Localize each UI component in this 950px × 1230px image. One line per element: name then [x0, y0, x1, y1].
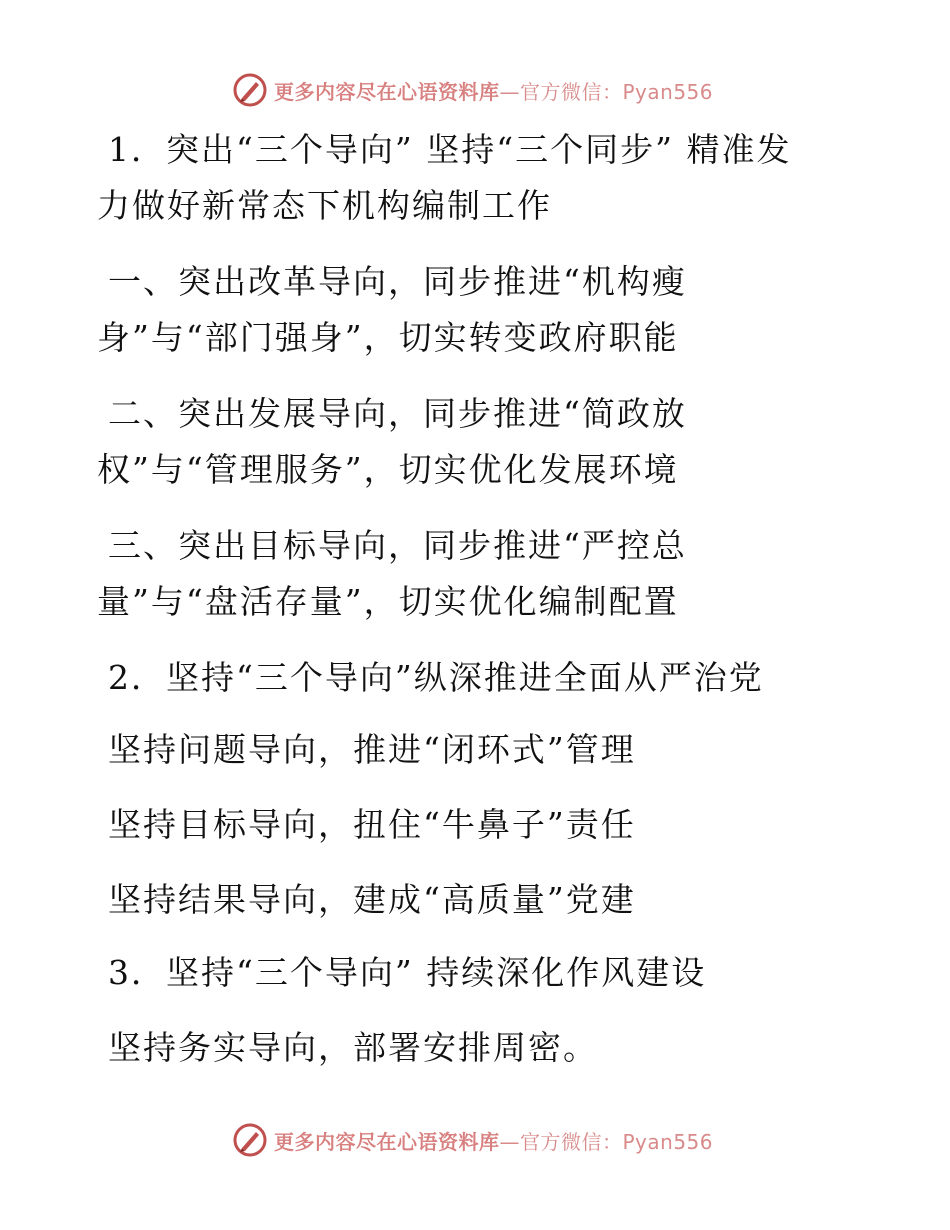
heading-3: 3．坚持“三个导向” 持续深化作风建设 — [108, 953, 707, 992]
item-problem-oriented: 坚持问题导向，推进“闭环式”管理 — [108, 730, 636, 769]
watermark-text — [274, 1126, 713, 1155]
pen-logo-icon — [232, 72, 268, 108]
watermark-site: 更多内容尽在心语资料库 — [274, 1129, 500, 1154]
item-result-oriented: 坚持结果导向，建成“高质量”党建 — [108, 880, 636, 919]
header-watermark — [232, 70, 713, 110]
watermark-dash: — — [499, 1129, 520, 1154]
watermark-wechat: Pyan556 — [622, 79, 714, 104]
watermark-label: 官方微信： — [520, 79, 623, 104]
section-1-cont: 身”与“部门强身”，切实转变政府职能 — [97, 318, 679, 357]
watermark-text — [274, 76, 713, 105]
watermark-wechat: Pyan556 — [622, 1129, 714, 1154]
item-goal-oriented: 坚持目标导向，扭住“牛鼻子”责任 — [108, 805, 636, 844]
section-3: 三、突出目标导向，同步推进“严控总 — [108, 526, 687, 565]
section-2-cont: 权”与“管理服务”，切实优化发展环境 — [97, 450, 679, 489]
watermark-site: 更多内容尽在心语资料库 — [274, 79, 500, 104]
pen-logo-icon — [232, 1122, 268, 1158]
section-2: 二、突出发展导向，同步推进“简政放 — [108, 394, 687, 433]
heading-1-cont: 力做好新常态下机构编制工作 — [97, 186, 552, 225]
section-1: 一、突出改革导向，同步推进“机构瘦 — [108, 262, 687, 301]
item-pragmatic-oriented: 坚持务实导向，部署安排周密。 — [108, 1028, 598, 1067]
section-3-cont: 量”与“盘活存量”，切实优化编制配置 — [97, 582, 679, 621]
watermark-label: 官方微信： — [520, 1129, 623, 1154]
heading-1: 1．突出“三个导向” 坚持“三个同步” 精准发 — [108, 130, 792, 169]
heading-2: 2．坚持“三个导向”纵深推进全面从严治党 — [108, 658, 764, 697]
footer-watermark — [232, 1120, 713, 1160]
watermark-dash: — — [499, 79, 520, 104]
